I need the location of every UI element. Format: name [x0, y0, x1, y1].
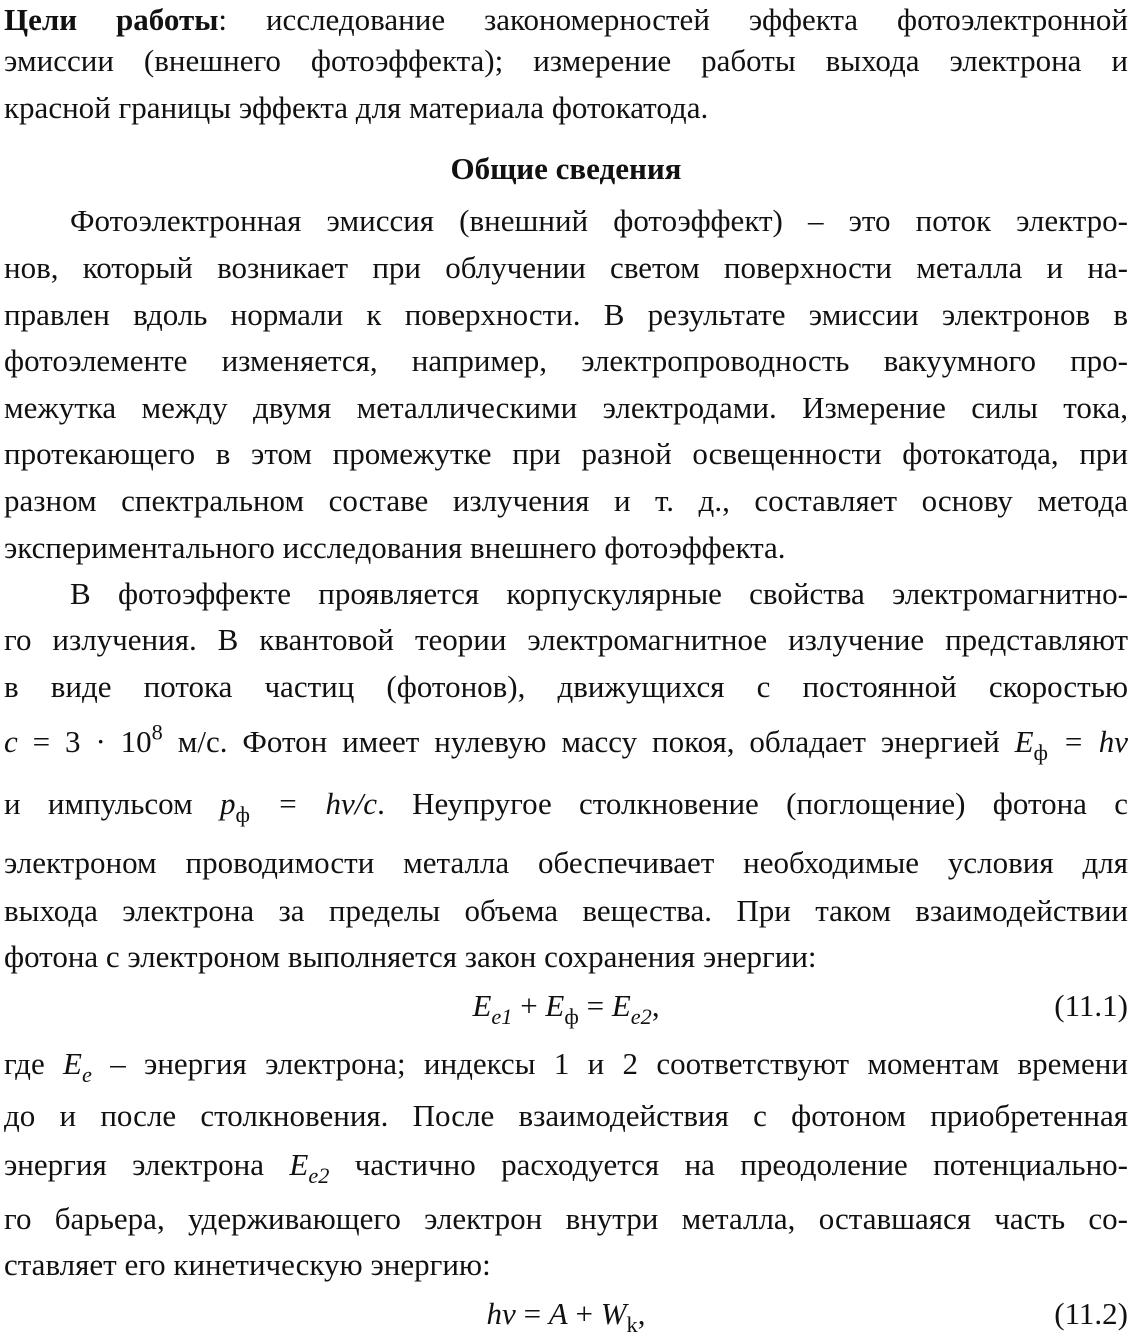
para1-line: протекающего в этом промежутке при разной освещенности фотокатода, при	[4, 436, 1128, 471]
para3-line-formula: где $E_e$ – энергия электрона; индексы 1 и 2 соответствуют моментам времени	[4, 1046, 1128, 1087]
para1-line: экспериментального исследования внешнего фотоэффекта.	[4, 530, 786, 565]
equation-number: (11.2)	[1054, 1296, 1128, 1331]
equation-11-1	[4, 986, 1128, 1029]
para2-line-formula: $c = 3 \cdot 10^8$ м/с. Фотон имеет нулевую массу покоя, обладает энергией $E_ф = h\nu$	[4, 719, 1128, 765]
section-heading: Общие сведения	[450, 151, 682, 186]
para1-line: фотоэлементе изменяется, например, электропроводность вакуумного про-	[4, 343, 1128, 378]
para2-line: выхода электрона за пределы объема вещества. При таком взаимодействии	[4, 893, 1128, 928]
formula-photon-energy: $E_ф = h\nu$	[1014, 724, 1128, 765]
para2-line: фотона с электроном выполняется закон сохранения энергии:	[4, 939, 817, 974]
para1-line: Фотоэлектронная эмиссия (внешний фотоэффект) – это поток электро-	[70, 203, 1128, 238]
equation-body: $h\nu = A + W_k$,	[486, 1296, 646, 1337]
para2-line: электроном проводимости металла обеспечивает необходимые условия для	[4, 845, 1128, 880]
para2-line: В фотоэффекте проявляется корпускулярные свойства электромагнитно-	[70, 576, 1128, 611]
para2-line: го излучения. В квантовой теории электромагнитное излучение представляют	[4, 622, 1128, 657]
para2-line: в виде потока частиц (фотонов), движущихся с постоянной скоростью	[4, 669, 1128, 704]
para1-line: межутка между двумя металлическими электродами. Измерение силы тока,	[4, 390, 1128, 425]
para3-line: ставляет его кинетическую энергию:	[4, 1247, 491, 1282]
para1-line: правлен вдоль нормали к поверхности. В результате эмиссии электронов в	[4, 297, 1128, 332]
equation-11-2	[4, 1294, 1128, 1337]
formula-speed-of-light: $c = 3 \cdot 10^8$	[4, 719, 163, 759]
equation-body: $E_{e1} + E_ф = E_{e2}$,	[472, 988, 660, 1029]
para3-line: го барьера, удерживающего электрон внутри металла, оставшаяся часть со-	[4, 1201, 1128, 1236]
goals-label: Цели работы	[4, 2, 219, 37]
goals-line-1: Цели работы: исследование закономерностей эффекта фотоэлектронной	[4, 2, 1129, 37]
formula-photon-momentum: $p_ф = h\nu/c$	[219, 786, 378, 827]
para1-line: разном спектральном составе излучения и т. д., составляет основу метода	[4, 483, 1128, 518]
para2-line-formula: и импульсом $p_ф = h\nu/c$. Неупругое столкновение (поглощение) фотона с	[4, 786, 1128, 827]
para3-line-formula: энергия электрона $E_{e2}$ частично расходуется на преодоление потенциально-	[4, 1147, 1128, 1188]
para3-line: до и после столкновения. После взаимодействия с фотоном приобретенная	[4, 1098, 1128, 1133]
equation-number: (11.1)	[1054, 988, 1128, 1023]
goals-line-3: красной границы эффекта для материала фотокатода.	[4, 90, 709, 125]
goals-line-2: эмиссии (внешнего фотоэффекта); измерение работы выхода электрона и	[4, 43, 1128, 78]
para1-line: нов, который возникает при облучении светом поверхности металла и на-	[4, 250, 1128, 285]
